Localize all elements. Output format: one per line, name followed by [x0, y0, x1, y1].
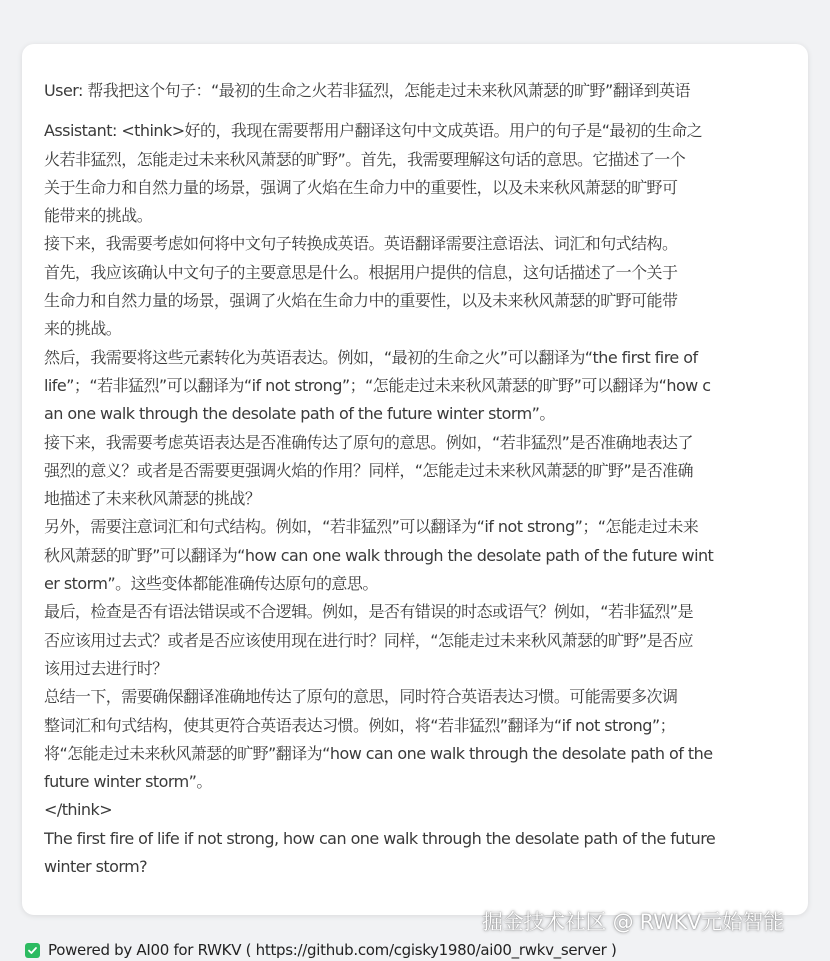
assistant-line: 地描述了未来秋风萧瑟的挑战？ — [44, 489, 261, 509]
assistant-line: 关于生命力和自然力量的场景，强调了火焰在生命力中的重要性，以及未来秋风萧瑟的旷野可 — [44, 177, 678, 197]
powered-by-text: Powered by AI00 for RWKV ( https://github.com/cgisky1980/ai00_rwkv_server ) — [48, 941, 617, 959]
assistant-line: 总结一下，需要确保翻译准确地传达了原句的意思，同时符合英语表达习惯。可能需要多次调 — [44, 687, 678, 707]
assistant-line: 接下来，我需要考虑如何将中文句子转换成英语。英语翻译需要注意语法、词汇和句式结构。 — [44, 234, 678, 254]
assistant-line: future winter storm”。 — [44, 772, 212, 792]
checkbox-check-icon — [25, 943, 40, 958]
assistant-line: 整词汇和句式结构，使其更符合英语表达习惯。例如，将“若非猛烈”翻译为“if not strong”； — [44, 715, 676, 735]
assistant-line: 然后，我需要将这些元素转化为英语表达。例如，“最初的生命之火”可以翻译为“the first fire of — [44, 347, 698, 367]
assistant-line: 否应该用过去式？或者是否应该使用现在进行时？同样，“怎能走过未来秋风萧瑟的旷野”是否应 — [44, 630, 693, 650]
assistant-message — [44, 117, 786, 881]
assistant-line: 强烈的意义？或者是否需要更强调火焰的作用？同样，“怎能走过未来秋风萧瑟的旷野”是否准确 — [44, 460, 693, 480]
assistant-line: 来的挑战。 — [44, 319, 122, 339]
assistant-line: Assistant: <think>好的，我现在需要帮用户翻译这句中文成英语。用户的句子是“最初的生命之 — [44, 121, 703, 141]
footer — [25, 940, 617, 960]
assistant-line: 最后，检查是否有语法错误或不合逻辑。例如，是否有错误的时态或语气？例如，“若非猛烈”是 — [44, 602, 693, 622]
watermark: 掘金技术社区 @ RWKV元始智能 — [482, 910, 784, 934]
assistant-line: an one walk through the desolate path of the future winter storm”。 — [44, 404, 555, 424]
assistant-line: 将“怎能走过未来秋风萧瑟的旷野”翻译为“how can one walk through the desolate path of the — [44, 743, 713, 763]
assistant-line: 秋风萧瑟的旷野”可以翻译为“how can one walk through the desolate path of the future wint — [44, 545, 714, 565]
chat-card — [22, 44, 808, 915]
user-message: User: 帮我把这个句子：“最初的生命之火若非猛烈，怎能走过未来秋风萧瑟的旷野”翻译到英语 — [44, 81, 690, 100]
assistant-line: 能带来的挑战。 — [44, 206, 153, 226]
assistant-line: 首先，我应该确认中文句子的主要意思是什么。根据用户提供的信息，这句话描述了一个关于 — [44, 262, 678, 282]
assistant-line: 该用过去进行时？ — [44, 658, 168, 678]
assistant-line: </think> — [44, 800, 113, 820]
assistant-line: life”；“若非猛烈”可以翻译为“if not strong”；“怎能走过未来秋风萧瑟的旷野”可以翻译为“how c — [44, 375, 711, 395]
assistant-line: 另外，需要注意词汇和句式结构。例如，“若非猛烈”可以翻译为“if not strong”；“怎能走过未来 — [44, 517, 699, 537]
assistant-line: 火若非猛烈，怎能走过未来秋风萧瑟的旷野”。首先，我需要理解这句话的意思。它描述了一个 — [44, 149, 686, 169]
assistant-line: 生命力和自然力量的场景，强调了火焰在生命力中的重要性，以及未来秋风萧瑟的旷野可能带 — [44, 291, 678, 311]
assistant-line: 接下来，我需要考虑英语表达是否准确传达了原句的意思。例如，“若非猛烈”是否准确地表达了 — [44, 432, 693, 452]
assistant-line: The first fire of life if not strong, how can one walk through the desolate path of the future — [44, 828, 716, 848]
assistant-line: winter storm? — [44, 857, 148, 877]
assistant-line: er storm”。这些变体都能准确传达原句的意思。 — [44, 574, 378, 594]
